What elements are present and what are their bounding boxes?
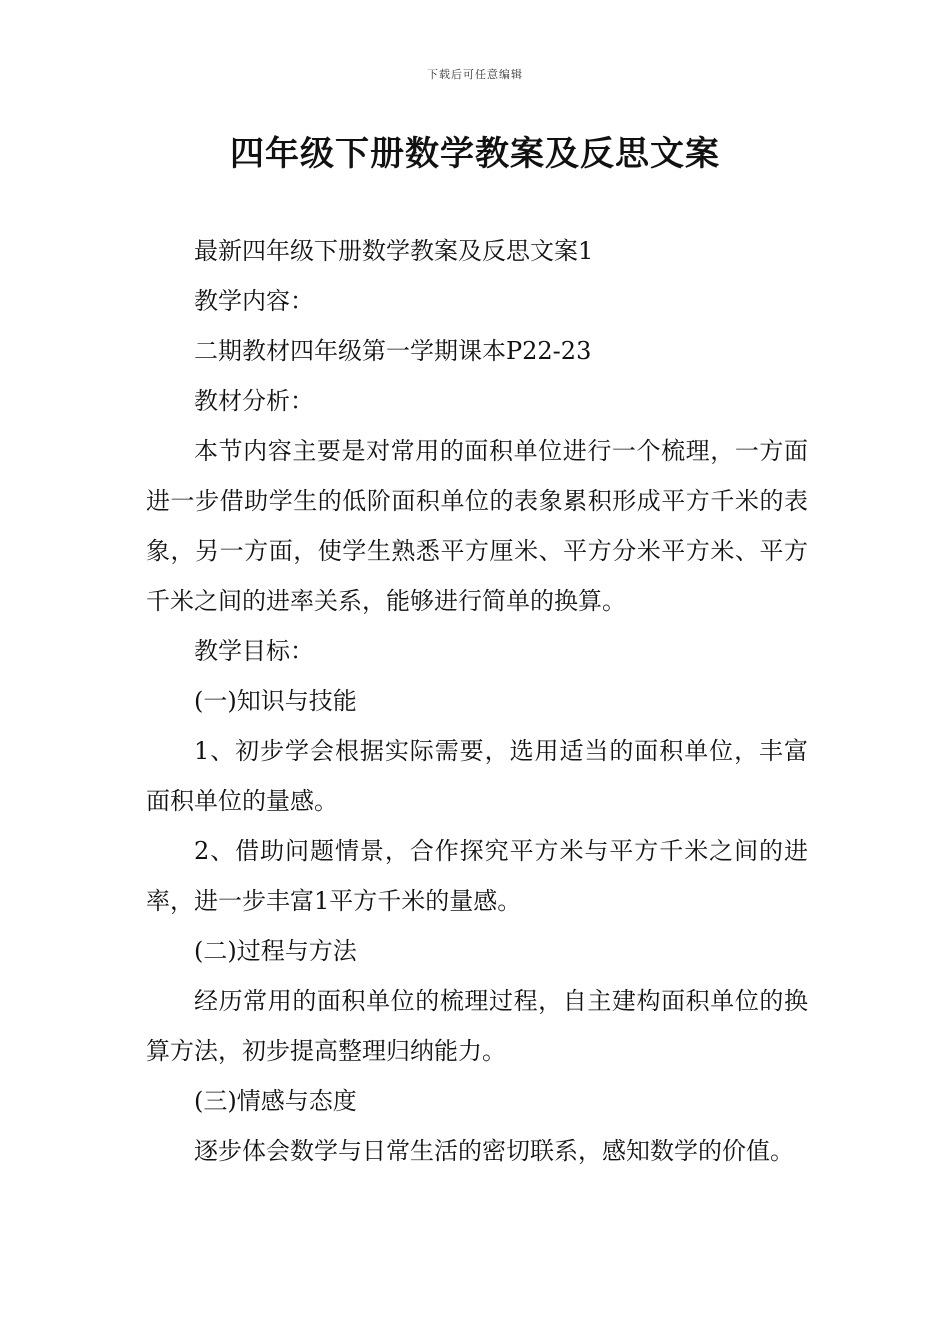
paragraph-material-analysis: 本节内容主要是对常用的面积单位进行一个梳理，一方面进一步借助学生的低阶面积单位的表象累积形成平方千米的表象，另一方面，使学生熟悉平方厘米、平方分米平方米、平方千米之间的进率关系，能够进行简单的换算。 (146, 437, 808, 615)
paragraph-teaching-content: 二期教材四年级第一学期课本P22-23 (194, 337, 592, 365)
paragraph-goal-1-item-1: 1、初步学会根据实际需要，选用适当的面积单位，丰富面积单位的量感。 (146, 737, 808, 815)
paragraph-goal-1-item-2: 2、借助问题情景，合作探究平方米与平方千米之间的进率，进一步丰富1平方千米的量感。 (146, 837, 808, 915)
paragraph-material-analysis-heading: 教材分析： (194, 387, 314, 415)
document-title: 四年级下册数学教案及反思文案 (230, 134, 720, 174)
paragraph-goal-3-heading: (三)情感与态度 (194, 1087, 357, 1115)
paragraph-goal-3-text: 逐步体会数学与日常生活的密切联系，感知数学的价值。 (194, 1137, 794, 1165)
paragraph-goal-1-heading: (一)知识与技能 (194, 687, 357, 715)
paragraph-goal-2-heading: (二)过程与方法 (194, 937, 357, 965)
header-note: 下载后可任意编辑 (427, 68, 523, 81)
document-body (146, 226, 808, 1176)
paragraph-goal-2-text: 经历常用的面积单位的梳理过程，自主建构面积单位的换算方法，初步提高整理归纳能力。 (146, 987, 808, 1065)
paragraph-teaching-goals-heading: 教学目标： (194, 637, 314, 665)
paragraph-teaching-content-heading: 教学内容： (194, 287, 314, 315)
paragraph-subtitle: 最新四年级下册数学教案及反思文案1 (194, 237, 594, 265)
